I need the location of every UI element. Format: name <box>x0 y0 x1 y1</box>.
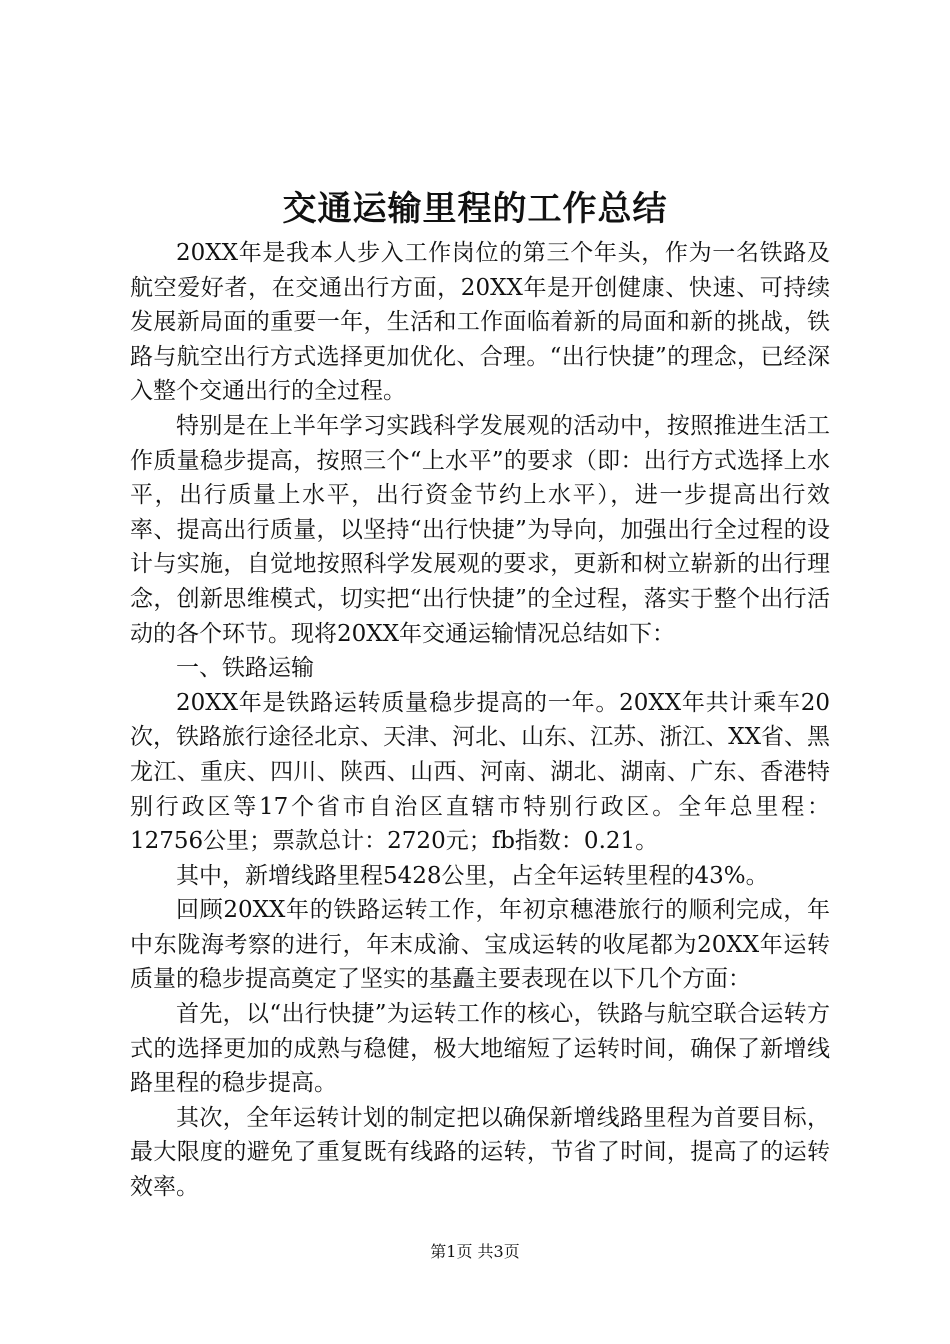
paragraph-railway-summary: 20XX年是铁路运转质量稳步提高的一年。20XX年共计乘车20次，铁路旅行途径北京、天津、河北、山东、江苏、浙江、XX省、黑龙江、重庆、四川、陕西、山西、河南、湖北、湖南、广东、香港特别行政区等17个省市自治区直辖市特别行政区。全年总里程：12756公里；票款总计：2720元；fb指数：0.21。 <box>130 689 830 855</box>
section-heading-railway: 一、铁路运输 <box>176 655 314 682</box>
paragraph-intro: 20XX年是我本人步入工作岗位的第三个年头，作为一名铁路及航空爱好者，在交通出行方面，20XX年是开创健康、快速、可持续发展新局面的重要一年，生活和工作面临着新的局面和新的挑战，铁路与航空出行方式选择更加优化、合理。“出行快捷”的理念，已经深入整个交通出行的全过程。 <box>130 240 830 405</box>
page-number-footer: 第1页 共3页 <box>430 1242 520 1261</box>
paragraph-new-lines: 其中，新增线路里程5428公里，占全年运转里程的43%。 <box>176 862 769 889</box>
paragraph-study-practice: 特别是在上半年学习实践科学发展观的活动中，按照推进生活工作质量稳步提高，按照三个“上水平”的要求（即：出行方式选择上水平，出行质量上水平，出行资金节约上水平），进一步提高出行效率、提高出行质量，以坚持“出行快捷”为导向，加强出行全过程的设计与实施，自觉地按照科学发展观的要求，更新和树立崭新的出行理念，创新思维模式，切实把“出行快捷”的全过程，落实于整个出行活动的各个环节。现将20XX年交通运输情况总结如下： <box>130 412 830 647</box>
document-body <box>130 236 830 1205</box>
paragraph-second-point: 其次，全年运转计划的制定把以确保新增线路里程为首要目标，最大限度的避免了重复既有线路的运转，节省了时间，提高了的运转效率。 <box>130 1104 830 1201</box>
paragraph-review: 回顾20XX年的铁路运转工作，年初京穗港旅行的顺利完成，年中东陇海考察的进行，年末成渝、宝成运转的收尾都为20XX年运转质量的稳步提高奠定了坚实的基矗主要表现在以下几个方面： <box>130 897 830 993</box>
paragraph-first-point: 首先，以“出行快捷”为运转工作的核心，铁路与航空联合运转方式的选择更加的成熟与稳健，极大地缩短了运转时间，确保了新增线路里程的稳步提高。 <box>130 1001 830 1097</box>
document-title: 交通运输里程的工作总结 <box>282 189 668 229</box>
